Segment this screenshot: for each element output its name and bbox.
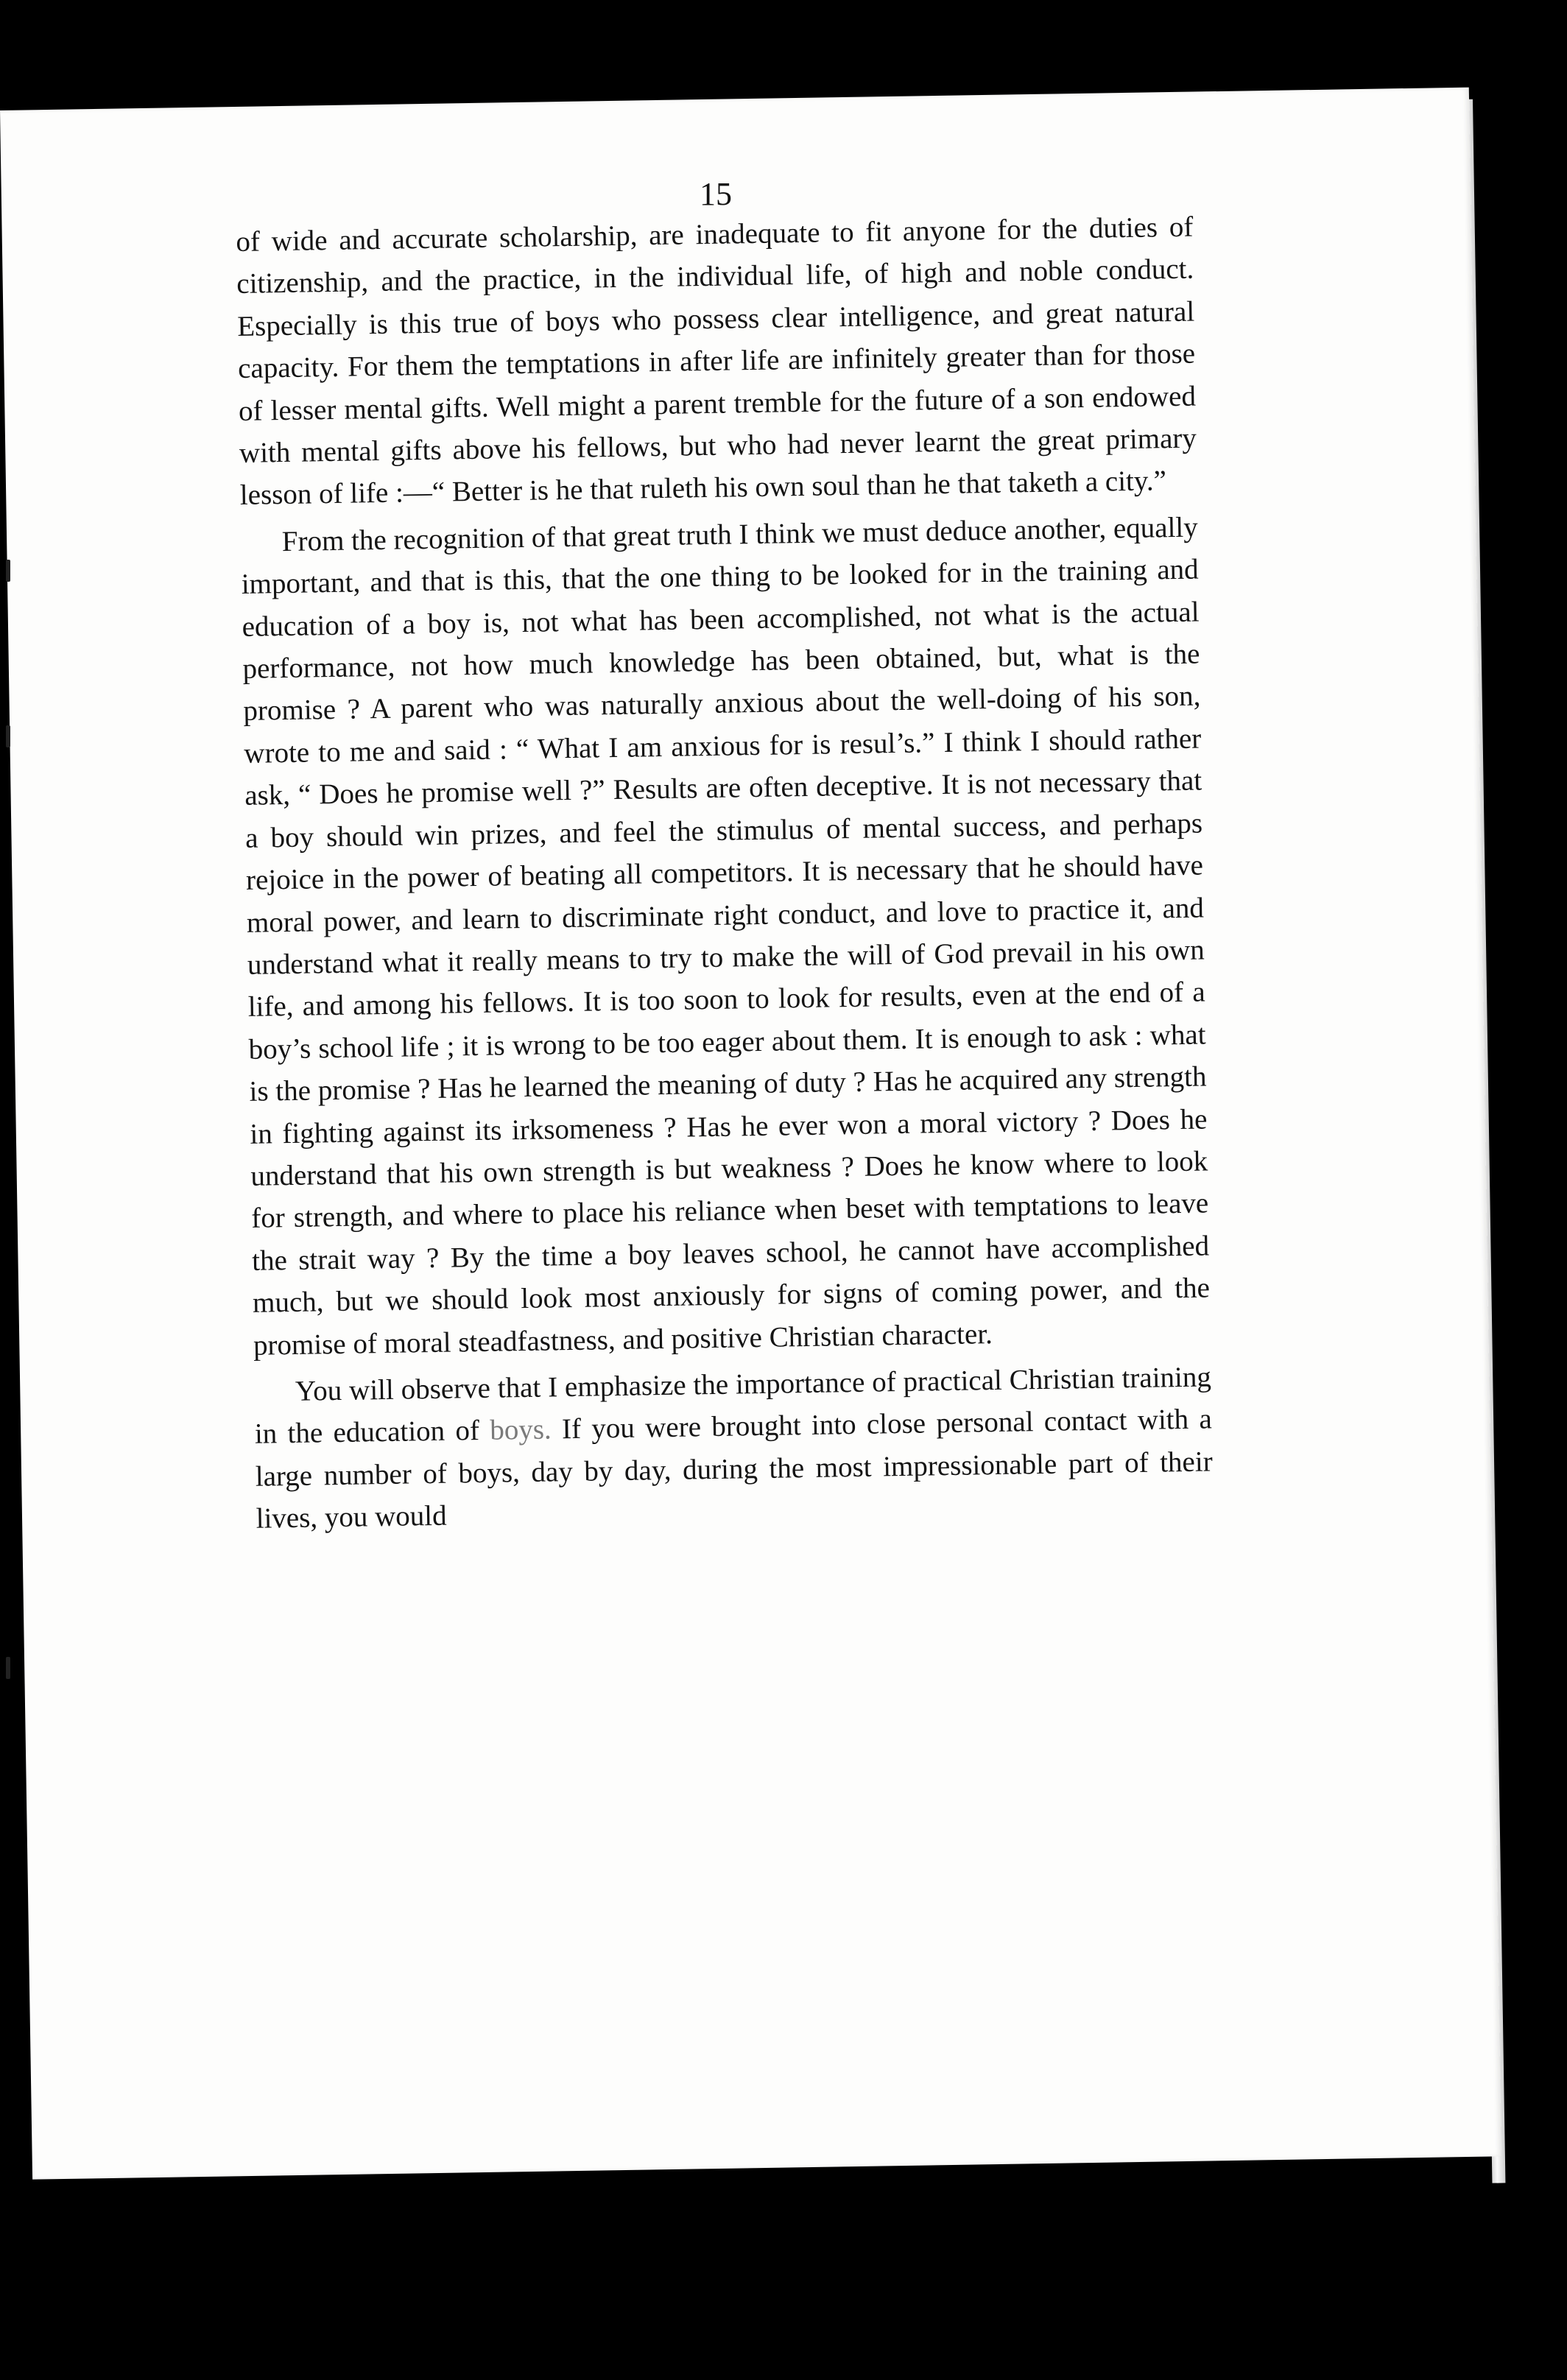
- binding-mark: [6, 560, 10, 582]
- paragraph-1: of wide and accurate scholarship, are inadequate to fit anyone for the duties of citizenship, and the practice, in the individual life, of high and noble conduct. Especially is this true of boys who possess clear intelligence, and great natural capacity. For them the temptations in after life are infinitely greater than for those of lesser mental gifts. Well might a parent tremble for the future of a son endowed with mental gifts above his fellows, but who had never learnt the great primary lesson of life :—“ Better is he that ruleth his own soul than he that taketh a city.”: [236, 211, 1197, 512]
- body-text: [236, 206, 1214, 1541]
- binding-mark: [6, 725, 10, 747]
- paragraph-2: From the recognition of that great truth I think we must deduce another, equally important, and that is this, that the one thing to be looked for in the training and education of a boy is, not what has been accomplished, not what is the actual performance, not how much knowledge has been obtained, but, what is the promise ? A parent who was naturally anxious about the well-doing of his son, wrote to me and said : “ What I am anxious for is resul’s.” I think I should rather ask, “ Does he promise well ?” Results are often deceptive. It is not necessary that a boy should win prizes, and feel the stimulus of mental success, and perhaps rejoice in the power of beating all competitors. It is necessary that he should have moral power, and learn to discriminate right conduct, and love to practice it, and understand what it really means to try to make the will of God prevail in his own life, and among his fellows. It is too soon to look for results, even at the end of a boy’s school life ; it is wrong to be too eager about them. It is enough to ask : what is the promise ? Has he learned the meaning of duty ? Has he acquired any strength in fighting against its irksomeness ? Has he ever won a moral victory ? Does he understand that his own strength is but weakness ? Does he know where to look for strength, and where to place his reliance when beset with temptations to leave the strait way ? By the time a boy leaves school, he cannot have accomplished much, but we should look most anxiously for signs of coming power, and the promise of moral steadfastness, and positive Christian character.: [241, 511, 1211, 1362]
- faded-word: boys.: [489, 1413, 552, 1447]
- page-number: 15: [700, 176, 732, 212]
- paragraph-3-start: You will observe that I emphasize the importance of practical Christian training in the education of: [254, 1361, 1212, 1451]
- paragraph-3-end: If you were brought into close personal contact with a large number of boys, day by day, during the most impressionable part of their lives, you would: [255, 1403, 1213, 1535]
- paragraph-3: [254, 1356, 1214, 1540]
- binding-mark: [6, 1657, 10, 1679]
